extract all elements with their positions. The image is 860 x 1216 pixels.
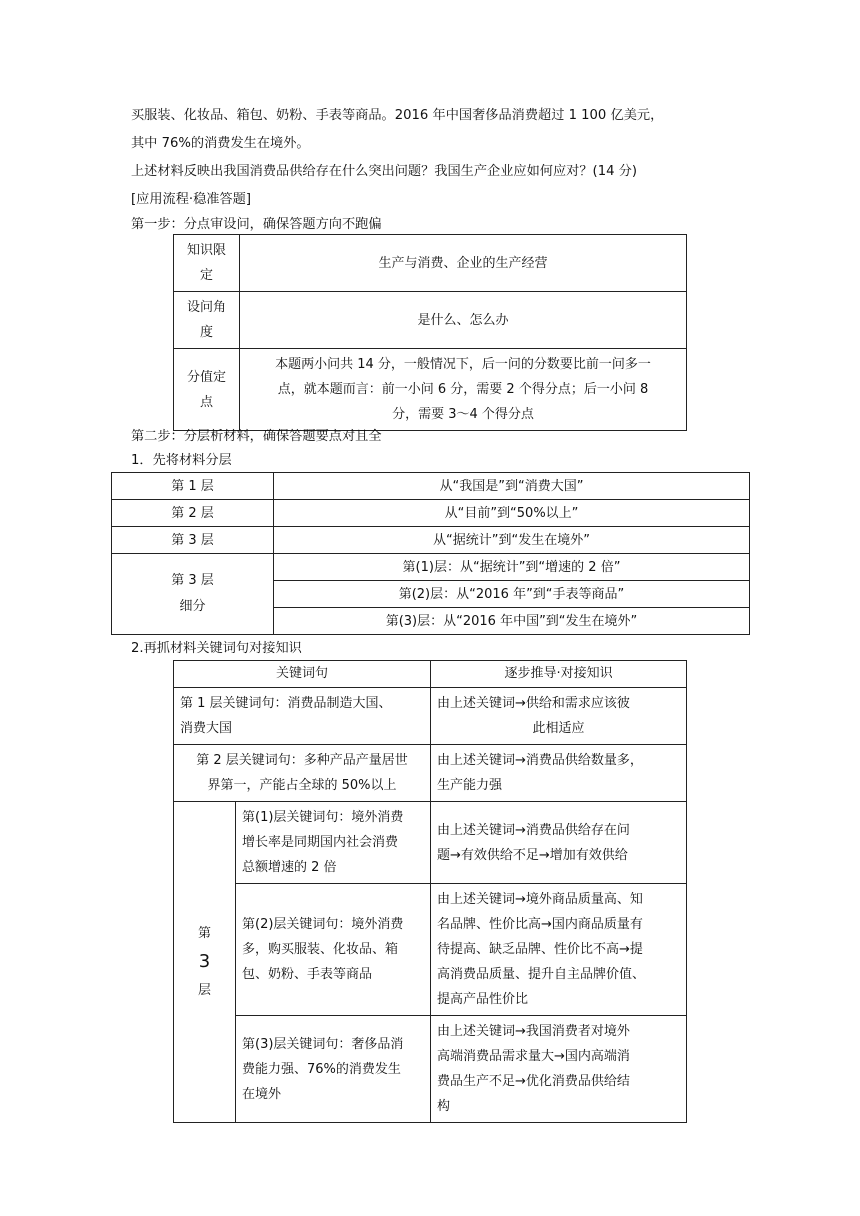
group-label: 第 3 层 (174, 802, 236, 1123)
table-row (174, 745, 687, 802)
step2-heading: 第二步：分层析材料，确保答题要点对且全 (131, 429, 382, 444)
table-row (174, 235, 687, 292)
sub-layer: 第(1)层：从“据统计”到“增速的 2 倍” (274, 554, 750, 581)
knowledge-cell: 由上述关键词→供给和需求应该彼 此相适应 (431, 688, 687, 745)
table-row (174, 292, 687, 349)
keyword-cell: 第 2 层关键词句：多种产品产量居世 界第一，产能占全球的 50%以上 (174, 745, 431, 802)
header-keywords: 关键词句 (174, 661, 431, 688)
step1-heading: 第一步：分点审设问，确保答题方向不跑偏 (131, 217, 382, 232)
analysis-table (173, 234, 687, 431)
knowledge-cell: 由上述关键词→我国消费者对境外 高端消费品需求量大→国内高端消 费品生产不足→优化消费品供给结 构 (431, 1016, 687, 1123)
group-label: 第 3 层 细分 (112, 554, 274, 635)
table-header (174, 661, 687, 688)
table-row (174, 1016, 687, 1123)
intro-line-1: 买服装、化妆品、箱包、奶粉、手表等商品。2016 年中国奢侈品消费超过 1 100 亿美元， (131, 108, 664, 123)
table-row (174, 688, 687, 745)
knowledge-cell: 由上述关键词→消费品供给存在问 题→有效供给不足→增加有效供给 (431, 802, 687, 884)
header-knowledge: 逐步推导·对接知识 (431, 661, 687, 688)
row-label: 设问角 度 (174, 292, 240, 349)
row-label: 分值定 点 (174, 349, 240, 431)
sub-layer: 第(2)层：从“2016 年”到“手表等商品” (274, 581, 750, 608)
sub-layer: 第(3)层：从“2016 年中国”到“发生在境外” (274, 608, 750, 635)
knowledge-cell: 由上述关键词→消费品供给数量多， 生产能力强 (431, 745, 687, 802)
sub-heading-1: 1．先将材料分层 (131, 453, 232, 468)
row-label: 知识限 定 (174, 235, 240, 292)
layer-desc: 从“我国是”到“消费大国” (274, 473, 750, 500)
keyword-cell: 第(2)层关键词句：境外消费 多，购买服装、化妆品、箱 包、奶粉、手表等商品 (236, 884, 431, 1016)
row-value: 是什么、怎么办 (240, 292, 687, 349)
table-row (174, 349, 687, 431)
knowledge-cell: 由上述关键词→境外商品质量高、知 名品牌、性价比高→国内商品质量有 待提高、缺乏品牌、性价比不高→提 高消费品质量、提升自主品牌价值、 提高产品性价比 (431, 884, 687, 1016)
table-row (174, 802, 687, 884)
row-value: 本题两小问共 14 分，一般情况下，后一问的分数要比前一问多一 点，就本题而言：前一小问 6 分，需要 2 个得分点；后一小问 8 分，需要 3～4 个得分点 (240, 349, 687, 431)
table-row (112, 554, 750, 581)
table-row (112, 473, 750, 500)
layer-desc: 从“据统计”到“发生在境外” (274, 527, 750, 554)
layer-desc: 从“目前”到“50%以上” (274, 500, 750, 527)
layer-table (111, 472, 750, 635)
question-text: 上述材料反映出我国消费品供给存在什么突出问题？我国生产企业应如何应对？(14 分) (131, 164, 638, 179)
layer-label: 第 3 层 (112, 527, 274, 554)
layer-label: 第 1 层 (112, 473, 274, 500)
intro-line-2: 其中 76%的消费发生在境外。 (131, 136, 310, 151)
keyword-table (173, 660, 687, 1123)
section-tag: [应用流程·稳准答题] (131, 192, 251, 207)
table-row (174, 884, 687, 1016)
keyword-cell: 第(3)层关键词句：奢侈品消 费能力强、76%的消费发生 在境外 (236, 1016, 431, 1123)
row-value: 生产与消费、企业的生产经营 (240, 235, 687, 292)
table-row (112, 500, 750, 527)
keyword-cell: 第(1)层关键词句：境外消费 增长率是同期国内社会消费 总额增速的 2 倍 (236, 802, 431, 884)
table-row (112, 527, 750, 554)
sub-heading-2: 2.再抓材料关键词句对接知识 (131, 641, 302, 656)
layer-label: 第 2 层 (112, 500, 274, 527)
keyword-cell: 第 1 层关键词句：消费品制造大国、 消费大国 (174, 688, 431, 745)
